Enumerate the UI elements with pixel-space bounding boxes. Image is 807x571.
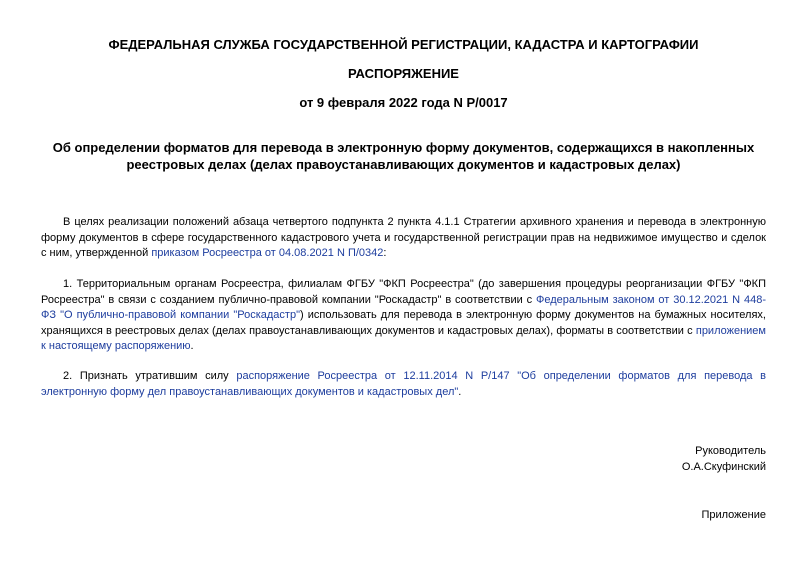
federal-law-link[interactable]: Федеральным законом от 30.12.2021 N 448-ФЗ "О публично-правовой компании "Роскадастр" [41,293,766,321]
item-1-end: . [190,340,194,352]
signatory-position: Руководитель [695,445,766,457]
preamble-paragraph [41,215,766,262]
agency-heading: ФЕДЕРАЛЬНАЯ СЛУЖБА ГОСУДАРСТВЕННОЙ РЕГИСТРАЦИИ, КАДАСТРА И КАРТОГРАФИИ [108,37,699,52]
document-title: Об определении форматов для перевода в электронную форму документов, содержащихся в накопленных реестровых делах (делах правоустанавливающих документов и кадастровых делах) [52,140,755,172]
repealed-order-link[interactable]: распоряжение Росреестра от 12.11.2014 N Р/147 "Об определении форматов для перевода в электронную форму дел правоустанавливающих документов и кадастровых дел" [41,370,767,398]
item-1-text-middle: ) использовать для перевода в электронную форму документов на бумажных носителях, хранящихся в реестровых делах (делах правоустанавливающих документов и кадастровых делах), форматы в соответствии с [41,309,766,337]
preamble-end: : [383,247,387,259]
preamble-text: В целях реализации положений абзаца четвертого подпункта 2 пункта 4.1.1 Стратегии архивного хранения и перевода в электронную форму документов в сфере государственного кадастрового учета и государственной регистрации прав на недвижимое имущество и сделок с ним, утвержденной [41,216,766,259]
item-2-paragraph [41,369,766,400]
item-2-text-start: 2. Признать утратившим силу [63,370,237,382]
item-2-end: . [458,385,462,398]
order-link[interactable]: приказом Росреестра от 04.08.2021 N П/0342 [151,247,384,259]
item-1-paragraph [41,277,766,355]
document-type-heading: РАСПОРЯЖЕНИЕ [348,66,459,81]
document-date-heading: от 9 февраля 2022 года N Р/0017 [299,95,508,110]
item-1-text-start: 1. Территориальным органам Росреестра, филиалам ФГБУ "ФКП Росреестра" (до завершения процедуры реорганизации ФГБУ "ФКП Росреестра" в связи с созданием публично-правовой компании "Роскадастр" в соответствии с [41,278,766,306]
signatory-name: О.А.Скуфинский [681,461,766,473]
appendix-label: Приложение [701,509,766,521]
appendix-link[interactable]: приложением к настоящему распоряжению [41,324,766,352]
